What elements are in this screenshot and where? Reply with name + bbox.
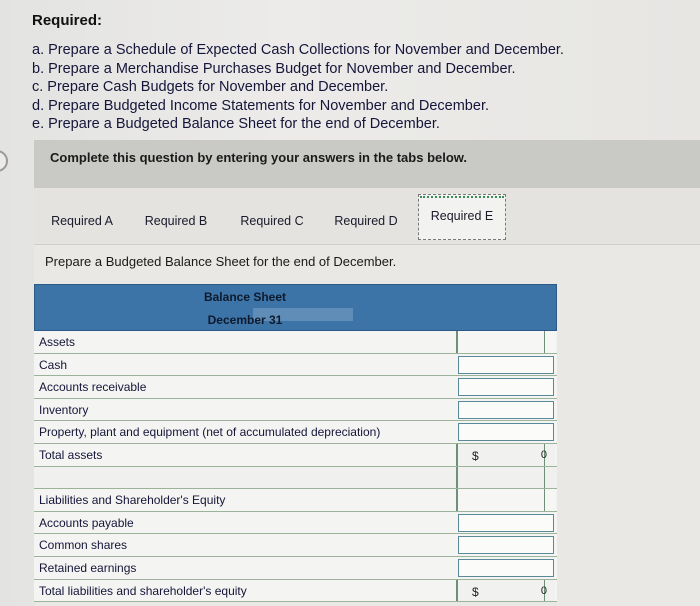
- total-assets-value: 0: [540, 448, 547, 461]
- row-label-ppe: Property, plant and equipment (net of accumulated depreciation): [39, 425, 381, 440]
- row-label-assets: Assets: [39, 335, 76, 349]
- row-label-accounts-receivable: Accounts receivable: [39, 380, 147, 395]
- row-label-retained-earnings: Retained earnings: [39, 560, 137, 575]
- common-shares-input[interactable]: [458, 536, 554, 554]
- requirements-list: [32, 41, 564, 134]
- inventory-input[interactable]: [458, 401, 554, 419]
- requirement-a: a. Prepare a Schedule of Expected Cash Collections for November and December.: [32, 42, 564, 58]
- requirement-e: e. Prepare a Budgeted Balance Sheet for the end of December.: [32, 116, 440, 132]
- tab-required-c[interactable]: Required C: [240, 214, 304, 228]
- balance-sheet-date: December 31: [207, 313, 283, 327]
- balance-sheet-header: [34, 284, 557, 331]
- requirement-c: c. Prepare Cash Budgets for November and December.: [32, 79, 389, 95]
- total-liabilities-equity-cell: [456, 580, 555, 602]
- table-row: [34, 534, 557, 557]
- ppe-input[interactable]: [458, 423, 554, 441]
- currency-symbol: $: [472, 448, 479, 463]
- accounts-payable-input[interactable]: [458, 514, 554, 532]
- cash-input[interactable]: [458, 356, 554, 374]
- row-label-total-liabilities-equity: Total liabilities and shareholder's equity: [39, 583, 247, 598]
- row-label-accounts-payable: Accounts payable: [39, 515, 134, 530]
- table-row: [34, 421, 557, 444]
- currency-symbol: $: [472, 584, 479, 599]
- instruction-bar: [34, 140, 700, 188]
- balance-sheet-table: [34, 284, 557, 602]
- accounts-receivable-input[interactable]: [458, 378, 554, 396]
- required-heading: Required:: [32, 12, 103, 29]
- table-row: [34, 331, 557, 354]
- table-row: [34, 376, 557, 399]
- table-row-spacer: [34, 467, 557, 490]
- row-label-inventory: Inventory: [39, 402, 89, 417]
- retained-earnings-input[interactable]: [458, 559, 554, 577]
- row-label-liabilities-equity: Liabilities and Shareholder's Equity: [39, 493, 226, 508]
- tab-required-e[interactable]: Required E: [418, 194, 506, 240]
- side-handle-icon[interactable]: [0, 150, 8, 172]
- total-assets-cell: [456, 444, 555, 466]
- table-row: [34, 354, 557, 377]
- table-row: [34, 399, 557, 422]
- table-row: [34, 444, 557, 467]
- tab-required-b[interactable]: Required B: [144, 214, 208, 228]
- panel-title: Prepare a Budgeted Balance Sheet for the end of December.: [45, 254, 397, 269]
- table-row: [34, 580, 557, 603]
- table-row: [34, 557, 557, 580]
- table-row: [34, 512, 557, 535]
- instruction-text: Complete this question by entering your answers in the tabs below.: [50, 150, 468, 165]
- table-row: [34, 489, 557, 512]
- balance-sheet-title: Balance Sheet: [203, 290, 287, 304]
- row-label-common-shares: Common shares: [39, 538, 128, 553]
- total-liabilities-equity-value: 0: [540, 584, 547, 597]
- requirement-d: d. Prepare Budgeted Income Statements for November and December.: [32, 97, 489, 114]
- tabs-bar: [34, 188, 700, 244]
- row-label-total-assets: Total assets: [39, 447, 103, 462]
- requirement-b: b. Prepare a Merchandise Purchases Budget for November and December.: [32, 60, 516, 77]
- tab-required-d[interactable]: Required D: [334, 214, 398, 228]
- row-label-cash: Cash: [39, 357, 68, 372]
- tab-required-a[interactable]: Required A: [51, 214, 113, 228]
